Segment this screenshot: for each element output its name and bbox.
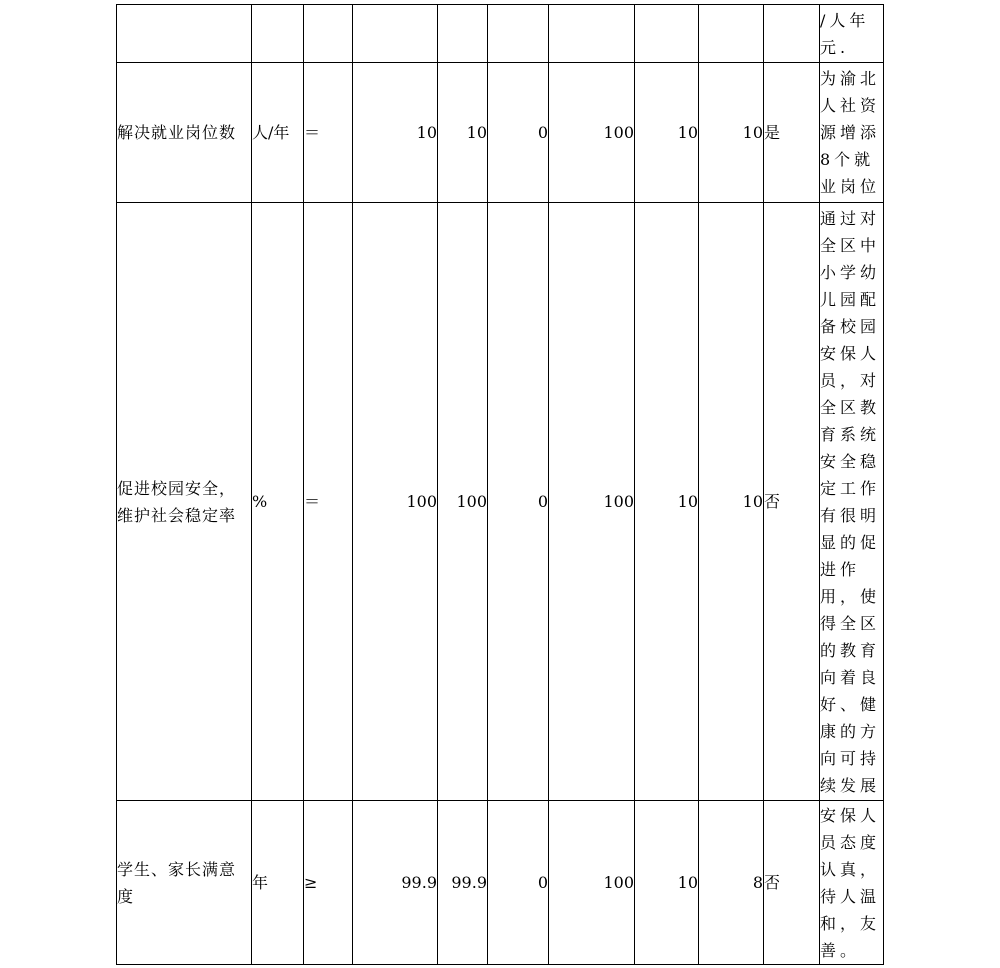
rate-cell: 100: [549, 801, 635, 965]
unit-cell: 人/年: [252, 63, 304, 203]
deviation-cell: 0: [488, 63, 549, 203]
target-cell: 10: [353, 63, 438, 203]
operator-cell: [304, 5, 353, 63]
target-cell: 100: [353, 203, 438, 801]
operator-cell: ＝: [304, 203, 353, 801]
table-row: [117, 203, 884, 801]
score-cell: 8: [699, 801, 764, 965]
operator-cell: ≥: [304, 801, 353, 965]
note-cell: 安保人员态度认真，待人温和，友善。: [820, 801, 884, 965]
score-cell: [699, 5, 764, 63]
table-row: [117, 63, 884, 203]
deviation-cell: 0: [488, 801, 549, 965]
unit-cell: %: [252, 203, 304, 801]
flag-cell: [764, 5, 820, 63]
flag-cell: 否: [764, 801, 820, 965]
deviation-cell: 0: [488, 203, 549, 801]
note-cell: 为渝北人社资源增添8个就业岗位: [820, 63, 884, 203]
indicator-cell: 解决就业岗位数: [117, 63, 252, 203]
score-cell: 10: [699, 63, 764, 203]
deviation-cell: [488, 5, 549, 63]
weight-cell: 10: [635, 63, 699, 203]
note-cell: /人年元.: [820, 5, 884, 63]
operator-cell: ＝: [304, 63, 353, 203]
rate-cell: [549, 5, 635, 63]
unit-cell: 年: [252, 801, 304, 965]
table-row: [117, 801, 884, 965]
flag-cell: 是: [764, 63, 820, 203]
score-cell: 10: [699, 203, 764, 801]
table-row: [117, 5, 884, 63]
note-cell: 通过对全区中小学幼儿园配备校园安保人员，对全区教育系统安全稳定工作有很明显的促进作用，使得全区的教育向着良好、健康的方向可持续发展: [820, 203, 884, 801]
indicator-cell: [117, 5, 252, 63]
rate-cell: 100: [549, 63, 635, 203]
performance-table: [116, 4, 884, 965]
weight-cell: 10: [635, 203, 699, 801]
unit-cell: [252, 5, 304, 63]
flag-cell: 否: [764, 203, 820, 801]
actual-cell: 99.9: [438, 801, 488, 965]
indicator-cell: 促进校园安全，维护社会稳定率: [117, 203, 252, 801]
actual-cell: 100: [438, 203, 488, 801]
weight-cell: [635, 5, 699, 63]
actual-cell: 10: [438, 63, 488, 203]
weight-cell: 10: [635, 801, 699, 965]
target-cell: [353, 5, 438, 63]
indicator-cell: 学生、家长满意度: [117, 801, 252, 965]
target-cell: 99.9: [353, 801, 438, 965]
rate-cell: 100: [549, 203, 635, 801]
actual-cell: [438, 5, 488, 63]
